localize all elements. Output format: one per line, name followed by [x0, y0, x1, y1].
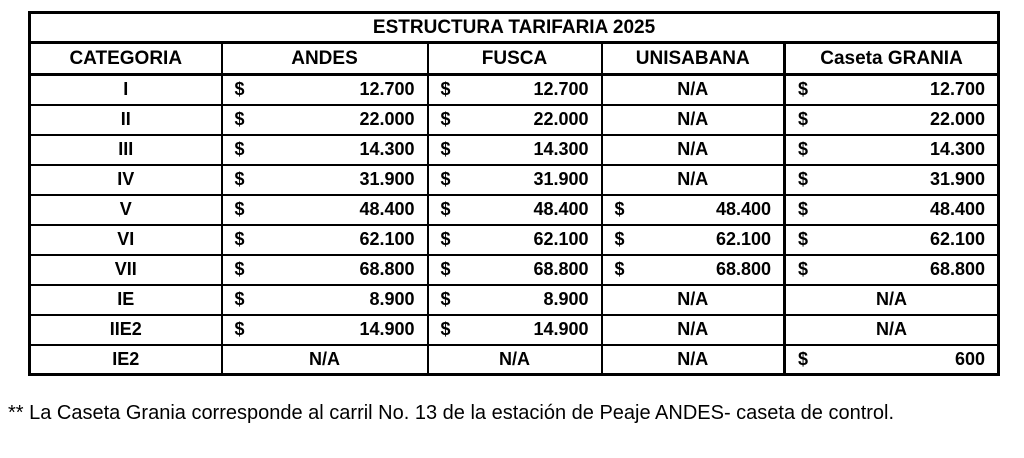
currency-symbol: $ — [440, 259, 451, 279]
currency-symbol: $ — [440, 169, 451, 189]
currency-symbol: $ — [234, 169, 245, 189]
money-value — [603, 229, 784, 250]
amount: 62.100 — [930, 229, 986, 249]
unisabana-na-cell: N/A — [602, 285, 785, 315]
currency-symbol: $ — [234, 289, 245, 309]
currency-symbol: $ — [440, 229, 451, 249]
money-value — [223, 199, 427, 220]
currency-symbol: $ — [614, 199, 625, 219]
andes-value-cell — [222, 255, 428, 285]
unisabana-na-cell: N/A — [602, 345, 785, 375]
andes-value-cell — [222, 105, 428, 135]
currency-symbol: $ — [234, 259, 245, 279]
currency-symbol: $ — [234, 229, 245, 249]
currency-symbol: $ — [798, 348, 809, 369]
money-value — [223, 289, 427, 310]
column-header-unisabana: UNISABANA — [602, 43, 785, 75]
unisabana-na-cell: N/A — [602, 75, 785, 105]
money-value — [223, 229, 427, 250]
currency-symbol: $ — [234, 319, 245, 339]
unisabana-value-cell — [602, 225, 785, 255]
table-row — [30, 225, 999, 255]
amount: 14.900 — [359, 319, 415, 339]
table-row — [30, 255, 999, 285]
unisabana-value-cell — [602, 195, 785, 225]
money-value — [223, 169, 427, 190]
currency-symbol: $ — [798, 139, 809, 159]
money-value — [786, 229, 997, 250]
amount: 68.800 — [930, 259, 986, 279]
money-value — [223, 109, 427, 130]
money-value — [223, 79, 427, 100]
amount: 68.800 — [715, 259, 771, 279]
fusca-value-cell — [428, 285, 602, 315]
footnote: ** La Caseta Grania corresponde al carril No. 13 de la estación de Peaje ANDES- caseta de control. — [8, 402, 895, 424]
amount: 12.700 — [533, 79, 589, 100]
caseta-value-cell — [785, 255, 999, 285]
caseta-value-cell — [785, 75, 999, 105]
caseta-value-cell — [785, 135, 999, 165]
money-value — [429, 199, 601, 220]
currency-symbol: $ — [440, 289, 451, 309]
amount: 600 — [955, 348, 986, 369]
unisabana-na-cell: N/A — [602, 135, 785, 165]
category-cell: IV — [30, 165, 222, 195]
caseta-value-cell — [785, 225, 999, 255]
amount: 68.800 — [359, 259, 415, 279]
andes-value-cell — [222, 165, 428, 195]
currency-symbol: $ — [440, 199, 451, 219]
currency-symbol: $ — [234, 139, 245, 159]
table-row — [30, 315, 999, 345]
andes-value-cell — [222, 225, 428, 255]
andes-na-cell: N/A — [222, 345, 428, 375]
money-value — [429, 229, 601, 250]
caseta-na-cell: N/A — [785, 285, 999, 315]
table-row — [30, 105, 999, 135]
money-value — [429, 319, 601, 340]
amount: 8.900 — [369, 289, 415, 309]
caseta-value-cell — [785, 165, 999, 195]
fusca-value-cell — [428, 135, 602, 165]
currency-symbol: $ — [798, 259, 809, 279]
column-header-andes: ANDES — [222, 43, 428, 75]
money-value — [603, 199, 784, 220]
column-header-fusca: FUSCA — [428, 43, 602, 75]
andes-value-cell — [222, 285, 428, 315]
tariff-table — [28, 11, 1000, 376]
money-value — [786, 169, 997, 190]
money-value — [786, 259, 997, 280]
money-value — [603, 259, 784, 280]
table-row — [30, 75, 999, 105]
amount: 14.300 — [533, 139, 589, 159]
currency-symbol: $ — [440, 79, 451, 100]
money-value — [786, 79, 997, 100]
category-cell: I — [30, 75, 222, 105]
amount: 48.400 — [715, 199, 771, 219]
fusca-value-cell — [428, 225, 602, 255]
table-row — [30, 195, 999, 225]
money-value — [786, 139, 997, 160]
unisabana-value-cell — [602, 255, 785, 285]
category-cell: IE — [30, 285, 222, 315]
currency-symbol: $ — [614, 259, 625, 279]
table-title-row — [30, 13, 999, 43]
currency-symbol: $ — [440, 319, 451, 339]
caseta-na-cell: N/A — [785, 315, 999, 345]
amount: 12.700 — [930, 79, 986, 100]
amount: 14.300 — [359, 139, 415, 159]
currency-symbol: $ — [234, 79, 245, 100]
currency-symbol: $ — [440, 109, 451, 129]
money-value — [429, 109, 601, 130]
amount: 14.300 — [930, 139, 986, 159]
currency-symbol: $ — [798, 79, 809, 100]
andes-value-cell — [222, 315, 428, 345]
money-value — [429, 139, 601, 160]
currency-symbol: $ — [798, 199, 809, 219]
money-value — [429, 259, 601, 280]
amount: 22.000 — [930, 109, 986, 129]
currency-symbol: $ — [440, 139, 451, 159]
money-value — [429, 79, 601, 100]
category-cell: VI — [30, 225, 222, 255]
money-value — [786, 349, 997, 370]
table-body — [30, 75, 999, 375]
amount: 48.400 — [533, 199, 589, 219]
caseta-value-cell — [785, 105, 999, 135]
currency-symbol: $ — [798, 109, 809, 129]
money-value — [429, 289, 601, 310]
money-value — [223, 319, 427, 340]
table-title: ESTRUCTURA TARIFARIA 2025 — [30, 13, 999, 43]
table-header-row — [30, 43, 999, 75]
amount: 48.400 — [359, 199, 415, 219]
category-cell: VII — [30, 255, 222, 285]
money-value — [786, 109, 997, 130]
category-cell: III — [30, 135, 222, 165]
caseta-value-cell — [785, 195, 999, 225]
money-value — [223, 259, 427, 280]
fusca-value-cell — [428, 75, 602, 105]
money-value — [429, 169, 601, 190]
fusca-value-cell — [428, 255, 602, 285]
amount: 31.900 — [533, 169, 589, 189]
amount: 22.000 — [359, 109, 415, 129]
unisabana-na-cell: N/A — [602, 165, 785, 195]
column-header-categoria: CATEGORIA — [30, 43, 222, 75]
money-value — [223, 139, 427, 160]
unisabana-na-cell: N/A — [602, 105, 785, 135]
table-row — [30, 285, 999, 315]
table-row — [30, 165, 999, 195]
unisabana-na-cell: N/A — [602, 315, 785, 345]
amount: 22.000 — [533, 109, 589, 129]
amount: 31.900 — [359, 169, 415, 189]
amount: 31.900 — [930, 169, 986, 189]
currency-symbol: $ — [614, 229, 625, 249]
currency-symbol: $ — [234, 199, 245, 219]
category-cell: IIE2 — [30, 315, 222, 345]
andes-value-cell — [222, 75, 428, 105]
money-value — [786, 199, 997, 220]
andes-value-cell — [222, 195, 428, 225]
fusca-value-cell — [428, 195, 602, 225]
currency-symbol: $ — [798, 229, 809, 249]
fusca-na-cell: N/A — [428, 345, 602, 375]
fusca-value-cell — [428, 105, 602, 135]
fusca-value-cell — [428, 165, 602, 195]
fusca-value-cell — [428, 315, 602, 345]
category-cell: IE2 — [30, 345, 222, 375]
amount: 14.900 — [533, 319, 589, 339]
andes-value-cell — [222, 135, 428, 165]
amount: 8.900 — [543, 289, 589, 309]
amount: 12.700 — [359, 79, 415, 100]
caseta-value-cell — [785, 345, 999, 375]
amount: 62.100 — [359, 229, 415, 249]
amount: 62.100 — [715, 229, 771, 249]
category-cell: II — [30, 105, 222, 135]
category-cell: V — [30, 195, 222, 225]
table-row — [30, 345, 999, 375]
currency-symbol: $ — [234, 109, 245, 129]
amount: 68.800 — [533, 259, 589, 279]
table-row — [30, 135, 999, 165]
currency-symbol: $ — [798, 169, 809, 189]
column-header-caseta-grania: Caseta GRANIA — [785, 43, 999, 75]
amount: 48.400 — [930, 199, 986, 219]
amount: 62.100 — [533, 229, 589, 249]
